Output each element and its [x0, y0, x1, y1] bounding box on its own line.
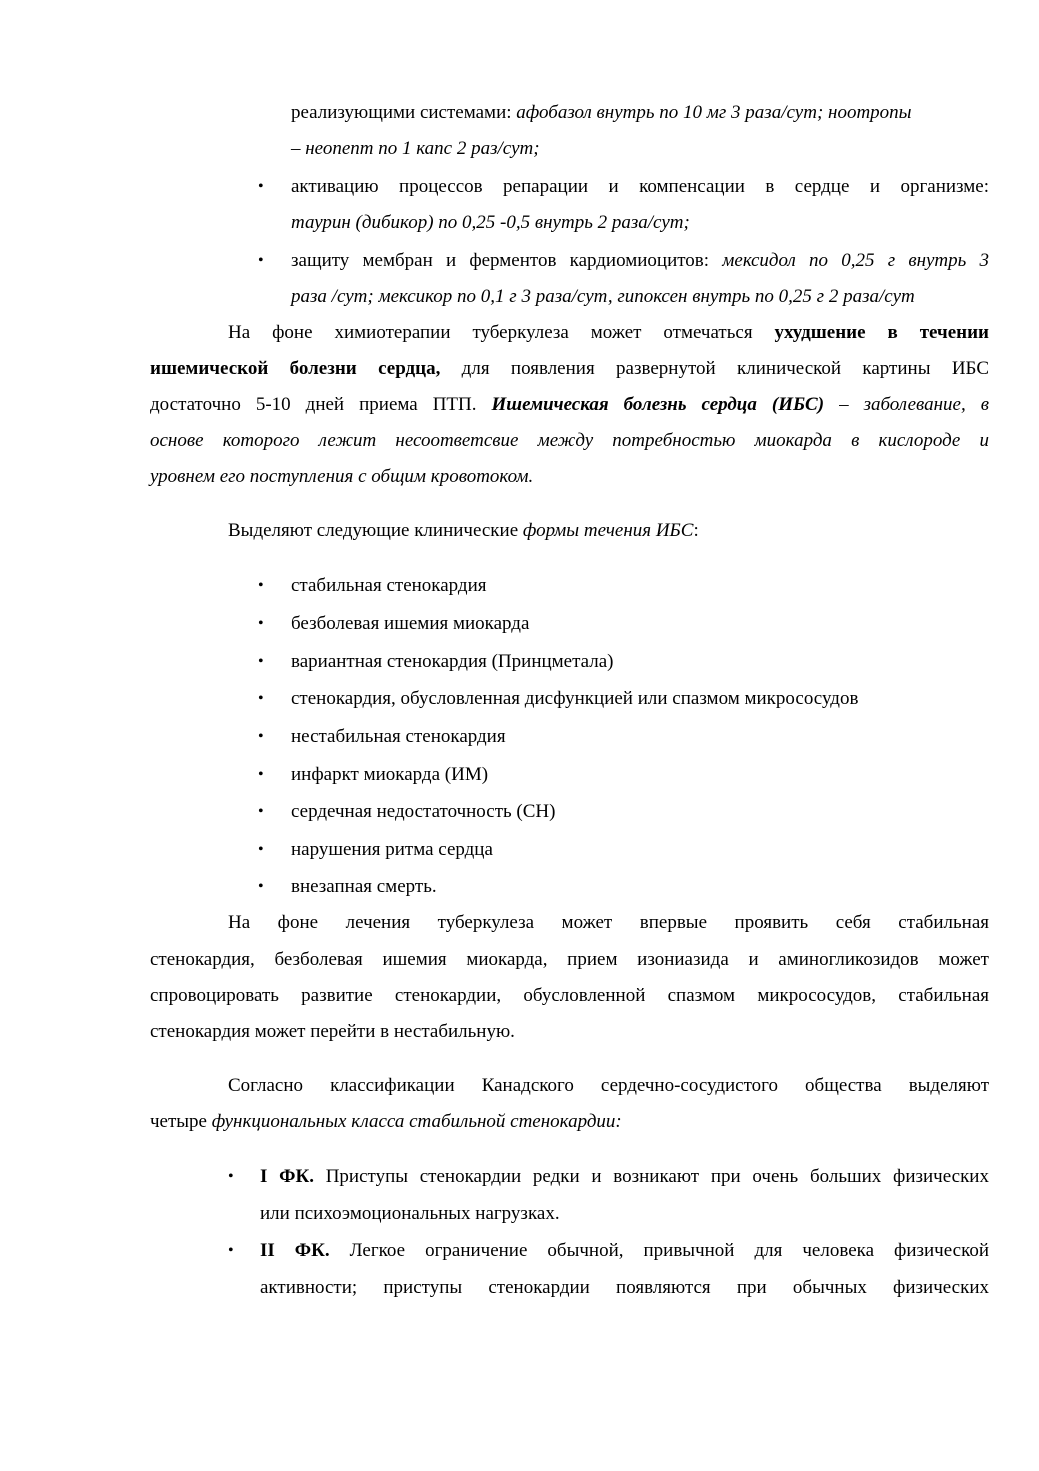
drug-text: таурин (дибикор) по 0,25 -0,5 внутрь 2 раза/сут; [291, 212, 690, 233]
definition-text: основе которого лежит несоответсвие между потребностью миокарда в кислороде и [150, 430, 989, 451]
text-line [150, 428, 989, 454]
bullet-icon: • [258, 728, 264, 745]
text-line [291, 284, 915, 310]
text-line [150, 392, 989, 418]
bullet-icon: • [258, 690, 264, 707]
text-line [291, 100, 912, 126]
list-item: нестабильная стенокардия [291, 726, 506, 747]
list-item: стенокардия, обусловленная дисфункцией или спазмом микрососудов [291, 688, 859, 709]
class-item [260, 1238, 989, 1264]
text-run: Выделяют следующие клинические [228, 520, 523, 541]
text-run: четыре [150, 1111, 212, 1132]
list-item: внезапная смерть. [291, 876, 437, 897]
bullet-icon: • [228, 1242, 234, 1259]
list-item: безболевая ишемия миокарда [291, 613, 530, 634]
class-label: II ФК. [260, 1240, 330, 1261]
text-run: Легкое ограничение обычной, привычной для человека физической [329, 1240, 990, 1261]
list-item: инфаркт миокарда (ИМ) [291, 764, 489, 785]
text-line: спровоцировать развитие стенокардии, обусловленной спазмом микрососудов, стабильная [150, 985, 989, 1006]
text-run: для появления развернутой клинической картины ИБС [440, 358, 989, 379]
text-line: Согласно классификации Канадского сердечно-сосудистого общества выделяют [228, 1075, 989, 1096]
text-line [291, 210, 690, 236]
text-line: стенокардия, безболевая ишемия миокарда, прием изониазида и аминогликозидов может [150, 949, 989, 970]
definition-text: – заболевание, в [824, 394, 989, 415]
bullet-icon: • [228, 1168, 234, 1185]
italic-text: формы течения ИБС [522, 520, 694, 541]
text-run: достаточно 5-10 дней приема ПТП. [150, 394, 492, 415]
text-line [291, 136, 540, 162]
text-run: Приступы стенокардии редки и возникают при очень больших физических [313, 1166, 989, 1187]
drug-text: мексидол по 0,25 г внутрь 3 [722, 250, 989, 271]
bullet-icon: • [258, 803, 264, 820]
class-label: I ФК. [260, 1166, 314, 1187]
text-line [291, 248, 989, 274]
text-line [228, 518, 699, 544]
text-line [228, 320, 989, 346]
definition-text: уровнем его поступления с общим кровотоком. [150, 466, 534, 487]
drug-text: афобазол внутрь по 10 мг 3 раза/сут; ноотропы [516, 102, 912, 123]
text-line: стенокардия может перейти в нестабильную. [150, 1021, 515, 1042]
text-run: На фоне химиотерапии туберкулеза может отмечаться [228, 322, 775, 343]
bullet-icon: • [258, 878, 264, 895]
text-run: : [693, 520, 699, 541]
bullet-icon: • [258, 615, 264, 632]
text-line [150, 356, 989, 382]
list-item: сердечная недостаточность (СН) [291, 801, 556, 822]
drug-text: – неопепт по 1 капс 2 раз/сут; [291, 138, 540, 159]
italic-text: функциональных класса стабильной стенокардии: [211, 1111, 622, 1132]
bullet-icon: • [258, 178, 264, 195]
drug-text: раза /сут; мексикор по 0,1 г 3 раза/сут, гипоксен внутрь по 0,25 г 2 раза/сут [291, 286, 915, 307]
text-line: или психоэмоциональных нагрузках. [260, 1203, 560, 1224]
text-run: реализующими системами: [291, 102, 517, 123]
text-line [150, 1109, 622, 1135]
bold-text: ишемической болезни сердца, [150, 358, 441, 379]
text-line [150, 464, 533, 490]
text-line: На фоне лечения туберкулеза может впервые проявить себя стабильная [228, 912, 989, 933]
list-item: вариантная стенокардия (Принцметала) [291, 651, 614, 672]
bold-text: ухудшение в течении [774, 322, 989, 343]
bullet-icon: • [258, 766, 264, 783]
text-line: активности; приступы стенокардии появляются при обычных физических [260, 1277, 989, 1298]
class-item [260, 1164, 989, 1190]
list-item: стабильная стенокардия [291, 575, 487, 596]
text-run: защиту мембран и ферментов кардиомиоцитов: [291, 250, 723, 271]
list-item: нарушения ритма сердца [291, 839, 493, 860]
text-run: активацию процессов репарации и компенсации в сердце и организме: [291, 176, 989, 197]
bullet-icon: • [258, 252, 264, 269]
definition-term: Ишемическая болезнь сердца (ИБС) [491, 394, 825, 415]
bullet-icon: • [258, 653, 264, 670]
bullet-icon: • [258, 577, 264, 594]
text-line [291, 174, 989, 200]
bullet-icon: • [258, 841, 264, 858]
